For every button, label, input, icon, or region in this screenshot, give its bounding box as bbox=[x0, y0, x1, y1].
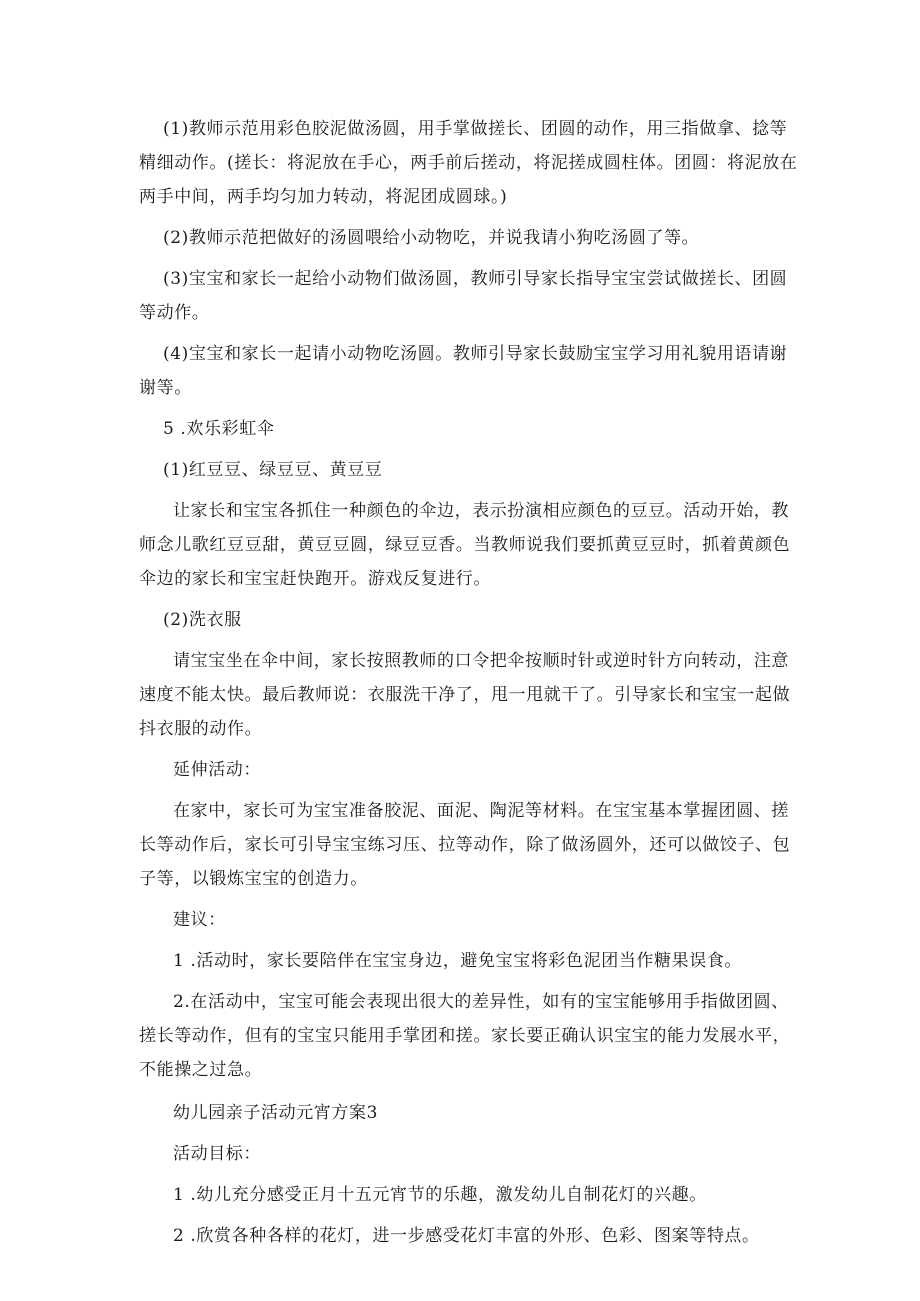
paragraph-wash-clothes-rules: 请宝宝坐在伞中间，家长按照教师的口令把伞按顺时针或逆时针方向转动，注意速度不能太快。最后教师说：衣服洗干净了，甩一甩就干了。引导家长和宝宝一起做抖衣服的动作。 bbox=[139, 651, 791, 739]
heading-suggestions: 建议： bbox=[173, 910, 226, 930]
goal-item-2: 2 .欣赏各种各样的花灯，进一步感受花灯丰富的外形、色彩、图案等特点。 bbox=[173, 1226, 760, 1246]
paragraph-extension-activity: 在家中，家长可为宝宝准备胶泥、面泥、陶泥等材料。在宝宝基本掌握团圆、搓长等动作后，家长可引导宝宝练习压、拉等动作，除了做汤圆外，还可以做饺子、包子等，以锻炼宝宝的创造力。 bbox=[139, 801, 791, 889]
paragraph-parent-child-make: (3)宝宝和家长一起给小动物们做汤圆，教师引导家长指导宝宝尝试做搓长、团圆等动作。 bbox=[139, 269, 788, 323]
suggestion-item-1: 1 .活动时，家长要陪伴在宝宝身边，避免宝宝将彩色泥团当作糖果误食。 bbox=[173, 951, 743, 971]
goal-item-1: 1 .幼儿充分感受正月十五元宵节的乐趣，激发幼儿自制花灯的兴趣。 bbox=[173, 1185, 707, 1205]
heading-extension-activity: 延伸活动： bbox=[173, 760, 261, 780]
document-body bbox=[139, 112, 799, 1253]
section-heading-rainbow-umbrella: 5 .欢乐彩虹伞 bbox=[163, 419, 275, 439]
subheading-beans-game: (1)红豆豆、绿豆豆、黄豆豆 bbox=[163, 460, 383, 480]
paragraph-teacher-demo-tangyuan: (1)教师示范用彩色胶泥做汤圆，用手掌做搓长、团圆的动作，用三指做拿、捻等精细动作。(搓长：将泥放在手心，两手前后搓动，将泥搓成圆柱体。团圆：将泥放在两手中间，两手均匀加力转动，将泥团成圆球。) bbox=[139, 119, 798, 207]
subheading-wash-clothes: (2)洗衣服 bbox=[163, 610, 242, 630]
suggestion-item-2: 2.在活动中，宝宝可能会表现出很大的差异性，如有的宝宝能够用手指做团圆、搓长等动作，但有的宝宝只能用手掌团和搓。家长要正确认识宝宝的能力发展水平，不能操之过急。 bbox=[139, 992, 791, 1080]
paragraph-beans-game-rules: 让家长和宝宝各抓住一种颜色的伞边，表示扮演相应颜色的豆豆。活动开始，教师念儿歌红豆豆甜，黄豆豆圆，绿豆豆香。当教师说我们要抓黄豆豆时，抓着黄颜色伞边的家长和宝宝赶快跑开。游戏反复进行。 bbox=[139, 501, 791, 589]
section-title-lantern-plan-3: 幼儿园亲子活动元宵方案3 bbox=[173, 1103, 379, 1123]
paragraph-invite-animals-eat: (4)宝宝和家长一起请小动物吃汤圆。教师引导家长鼓励宝宝学习用礼貌用语请谢谢等。 bbox=[139, 344, 788, 398]
paragraph-feed-animals-demo: (2)教师示范把做好的汤圆喂给小动物吃，并说我请小狗吃汤圆了等。 bbox=[163, 228, 700, 248]
heading-activity-goals: 活动目标： bbox=[173, 1144, 261, 1164]
